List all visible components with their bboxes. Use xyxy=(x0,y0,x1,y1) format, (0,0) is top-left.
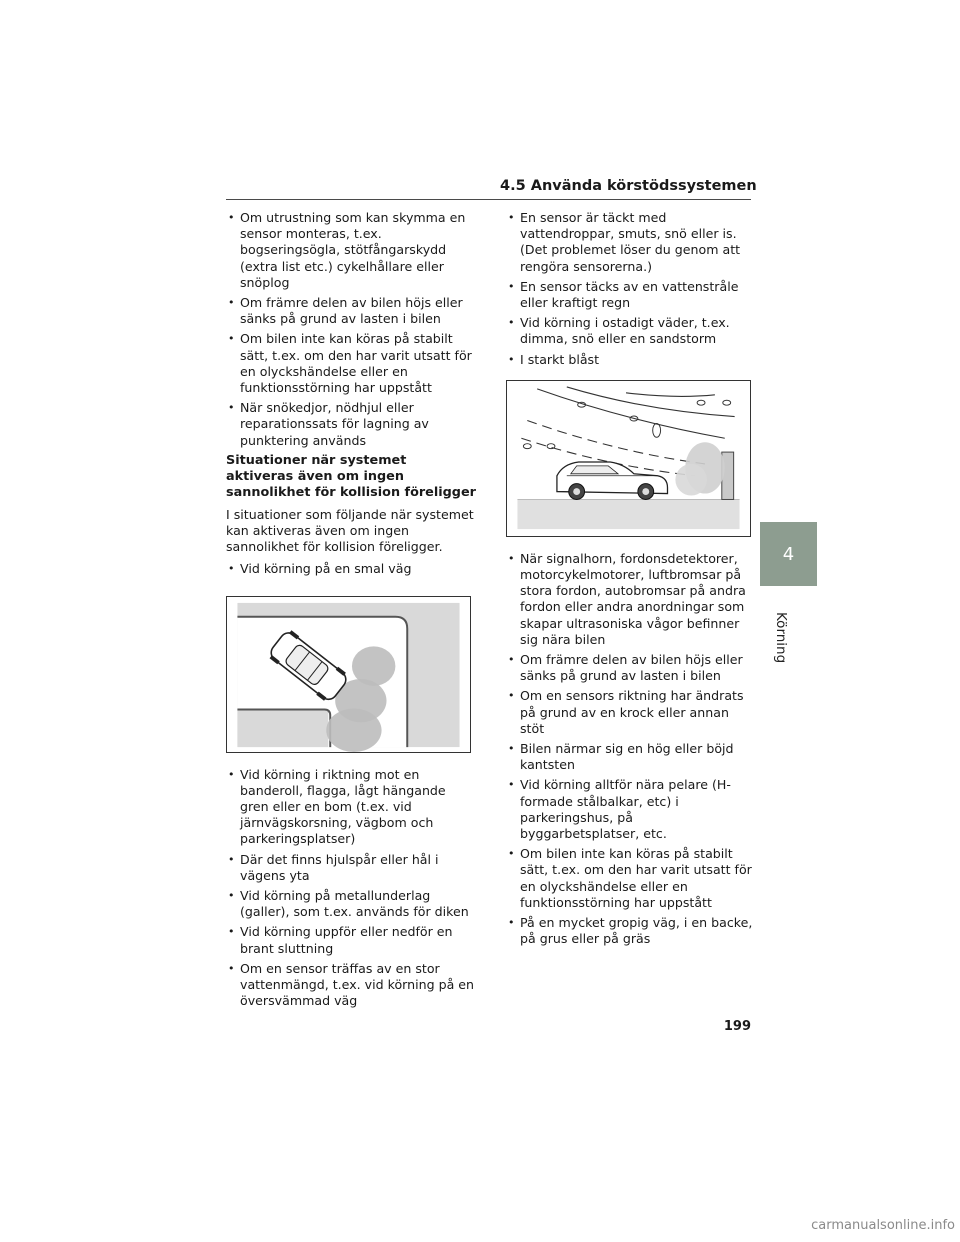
section-title: 4.5 Använda körstödssystemen xyxy=(500,178,757,194)
list-item: • I starkt blåst xyxy=(506,352,756,368)
list-item: • Vid körning på metallunderlag (galler), som t.ex. används för diken xyxy=(226,888,476,920)
page-number: 199 xyxy=(723,1019,751,1034)
list-item: • Om främre delen av bilen höjs eller sänks på grund av lasten i bilen xyxy=(506,652,756,684)
chapter-number: 4 xyxy=(782,544,795,565)
watermark: carmanualsonline.info xyxy=(811,1218,955,1233)
left-bullets-top xyxy=(226,210,476,449)
narrow-road-illustration xyxy=(226,596,471,753)
list-item: • Om främre delen av bilen höjs eller sänks på grund av lasten i bilen xyxy=(226,295,476,327)
list-item: • Där det finns hjulspår eller hål i vägens yta xyxy=(226,852,476,884)
narrow-road-drawing xyxy=(227,597,470,752)
list-item: • Om utrustning som kan skymma en sensor monteras, t.ex. bogseringsögla, stötfångarskydd (extra list etc.) cykelhållare eller snöplog xyxy=(226,210,476,291)
strong-wind-illustration xyxy=(506,380,751,537)
list-item: • Vid körning i ostadigt väder, t.ex. dimma, snö eller en sandstorm xyxy=(506,315,756,347)
list-item: • På en mycket gropig väg, i en backe, på grus eller på gräs xyxy=(506,915,756,947)
left-bullets-bottom xyxy=(226,767,476,1010)
right-bullets-bottom xyxy=(506,551,756,948)
right-column xyxy=(506,210,756,952)
list-item: • Vid körning i riktning mot en banderoll, flagga, lågt hängande gren eller en bom (t.ex. vid järnvägskorsning, vägbom och parkeringsplatser) xyxy=(226,767,476,848)
subheading: Situationer när systemet aktiveras även om ingen sannolikhet för kollision föreligger xyxy=(226,452,476,500)
list-item: • Om en sensors riktning har ändrats på grund av en krock eller annan stöt xyxy=(506,688,756,737)
list-item: • Bilen närmar sig en hög eller böjd kantsten xyxy=(506,741,756,773)
list-item: • Vid körning uppför eller nedför en brant sluttning xyxy=(226,924,476,956)
header-divider xyxy=(226,199,751,200)
paragraph: I situationer som följande när systemet kan aktiveras även om ingen sannolikhet för kollision föreligger. xyxy=(226,506,474,555)
list-item: • Vid körning alltför nära pelare (H-formade stålbalkar, etc) i parkeringshus, på byggarbetsplatser, etc. xyxy=(506,777,756,842)
list-item: • En sensor täcks av en vattenstråle eller kraftigt regn xyxy=(506,279,756,311)
strong-wind-drawing xyxy=(507,381,750,536)
left-bullet-road xyxy=(226,561,476,577)
list-item: • Om en sensor träffas av en stor vattenmängd, t.ex. vid körning på en översvämmad väg xyxy=(226,961,476,1010)
list-item: • Vid körning på en smal väg xyxy=(226,561,476,577)
list-item: • Om bilen inte kan köras på stabilt sätt, t.ex. om den har varit utsatt för en olyckshändelse eller en funktionsstörning har uppstått xyxy=(226,331,476,396)
list-item: • När signalhorn, fordonsdetektorer, motorcykelmotorer, luftbromsar på stora fordon, autobromsar på andra fordon eller andra anordningar som skapar ultrasoniska vågor befinner sig nära bilen xyxy=(506,551,756,648)
list-item: • När snökedjor, nödhjul eller reparationssats för lagning av punktering används xyxy=(226,400,476,449)
list-item: • Om bilen inte kan köras på stabilt sätt, t.ex. om den har varit utsatt för en olyckshändelse eller en funktionsstörning har uppstått xyxy=(506,846,756,911)
chapter-label: Körning xyxy=(773,612,789,664)
list-item: • En sensor är täckt med vattendroppar, smuts, snö eller is. (Det problemet löser du genom att rengöra sensorerna.) xyxy=(506,210,756,275)
left-column xyxy=(226,210,476,1014)
right-bullets-top xyxy=(506,210,756,368)
